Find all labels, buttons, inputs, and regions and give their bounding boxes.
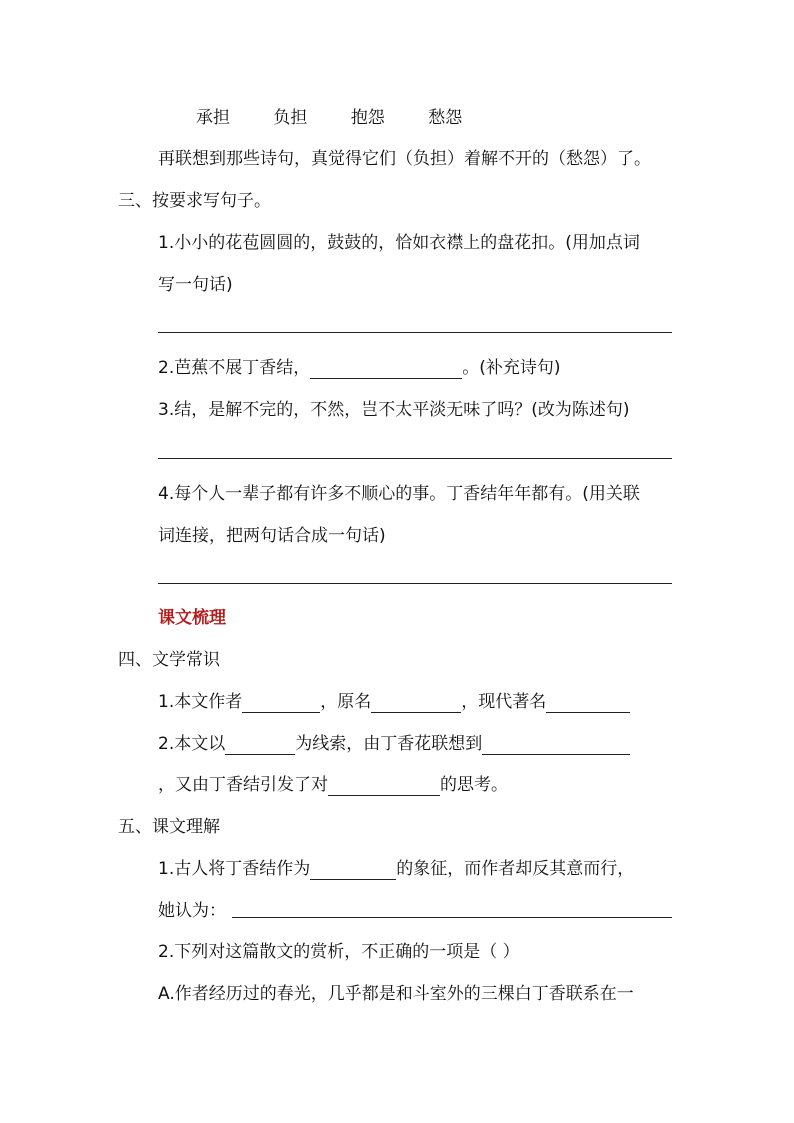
answer-line-q3[interactable] (158, 458, 672, 459)
answer-line-q4[interactable] (158, 583, 672, 584)
section5-q2: 2.下列对这篇散文的赏析，不正确的一项是（ ） (158, 942, 520, 962)
section3-q1-line1: 1.小小的花苞圆圆的，鼓鼓的，恰如衣襟上的盘花扣。(用加点词 (158, 233, 640, 253)
section4-q2-b: 为线索，由丁香花联想到 (295, 734, 483, 754)
word-bank-item: 承担 (196, 108, 230, 128)
answer-line-q1[interactable] (158, 332, 672, 333)
section4-q1-c: ，现代著名 (461, 692, 547, 712)
section4-q1 (158, 691, 630, 713)
section4-q1-a: 1.本文作者 (158, 692, 243, 712)
thinking-blank[interactable] (328, 777, 440, 796)
section5-q1 (158, 858, 634, 880)
section4-q2 (158, 733, 630, 755)
section5-q1-b: 的象征，而作者却反其意而行， (396, 859, 635, 879)
association-blank[interactable] (482, 736, 630, 755)
section3-q3: 3.结，是解不完的，不然，岂不太平淡无味了吗？(改为陈述句) (158, 400, 630, 420)
section3-q4-line2: 词连接，把两句话合成一句话) (158, 526, 386, 546)
section5-heading: 五、课文理解 (118, 817, 220, 837)
section3-q4-line1: 4.每个人一辈子都有许多不顺心的事。丁香结年年都有。(用关联 (158, 484, 640, 504)
symbol-blank[interactable] (310, 861, 396, 880)
section5-q1-c: 她认为： (158, 901, 226, 921)
section3-q1-line2: 写一句话) (158, 275, 233, 295)
answer-blank-q2[interactable] (310, 360, 462, 379)
answer-line-opinion[interactable] (232, 917, 672, 918)
section3-q2-prefix: 2.芭蕉不展丁香结， (158, 358, 311, 378)
section4-q1-b: ，原名 (320, 692, 372, 712)
section3-q2 (158, 357, 561, 379)
section4-q2-a: 2.本文以 (158, 734, 226, 754)
original-name-blank[interactable] (371, 694, 461, 713)
recall-sentence: 再联想到那些诗句，真觉得它们（负担）着解不开的（愁怨）了。 (158, 149, 651, 169)
clue-blank[interactable] (225, 736, 295, 755)
section-title-text-outline: 课文梳理 (158, 608, 226, 628)
section3-q2-suffix: 。(补充诗句) (462, 358, 561, 378)
section4-heading: 四、文学常识 (118, 650, 220, 670)
section5-q1-a: 1.古人将丁香结作为 (158, 859, 311, 879)
section4-q2-d: 的思考。 (440, 775, 508, 795)
profession-blank[interactable] (546, 694, 630, 713)
word-bank-item: 负担 (273, 108, 308, 128)
section5-option-a: A.作者经历过的春光，几乎都是和斗室外的三棵白丁香联系在一 (158, 984, 634, 1004)
section4-q2-cont (158, 774, 508, 796)
word-bank (196, 107, 500, 129)
word-bank-item: 愁怨 (428, 108, 463, 128)
section4-q2-c: ，又由丁香结引发了对 (158, 775, 328, 795)
word-bank-item: 抱怨 (350, 108, 385, 128)
section3-heading: 三、按要求写句子。 (118, 191, 271, 211)
author-blank[interactable] (242, 694, 320, 713)
